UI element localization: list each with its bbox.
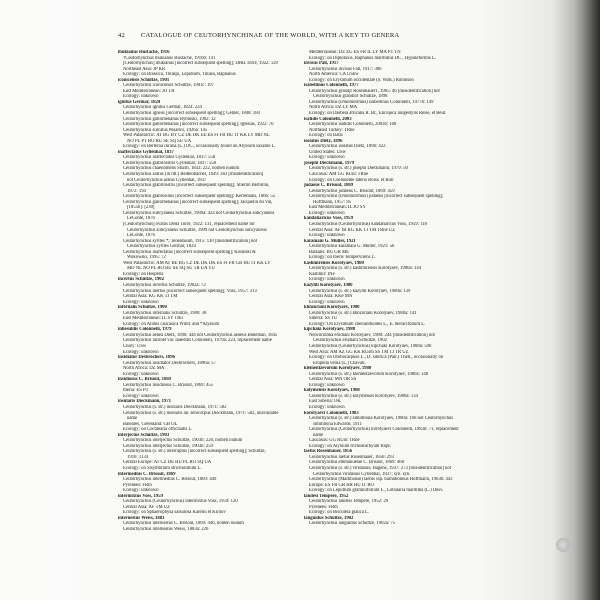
entry-line: Ecology: unknown xyxy=(309,277,345,283)
entry-line: name xyxy=(313,432,324,438)
entry-line: West Palaearctic: AM AT BE BG CZ DE DK DK ES FI FR GB HU IT KK LV xyxy=(123,260,271,266)
entry-line: Ecology: on Biscutela glauca L. xyxy=(309,510,370,516)
entry-line: United States: USw xyxy=(309,149,346,155)
entry-line: Ceutorhynchus internestus C. Brisout, 1869: 446, nomen nudum xyxy=(123,521,244,527)
entry-line: Caucasus: AM GG RUnc TRne xyxy=(309,172,369,178)
entry-line: Ceutorhynchus infernalis Schultze, 1900: 38 xyxy=(123,310,207,316)
entry-line: Ecology: on Isatis xyxy=(309,133,343,139)
entry-line: Ecology: on Orobocarpuso L., D. sibirica (Pall.) Thell., occasionally on xyxy=(309,355,444,361)
entry-line: Ceutorhynchus syrites *; Tenenbaum, 1915: 130 [misidentification] not xyxy=(123,238,257,244)
entry-heading: internestus Weiss, 1883 xyxy=(118,515,165,521)
entry-line: Ceutorhynchus emmanuelae C. Brisout, 1869: 468 xyxy=(309,460,404,466)
page-number: 42 xyxy=(118,32,125,39)
entry-line: Ceutorhynchus judaeus C. Brisout, 1869: 459 xyxy=(309,188,395,194)
entry-line: North Africa: DZ LY MA xyxy=(309,105,358,111)
entry-line: Ecology: unknown xyxy=(123,488,159,494)
entry-line: Ceutorhynchus interjectus Schultze, 1903b: 259 xyxy=(123,443,213,449)
running-title: CATALOGUE OF CEUTORHYNCHINAE OF THE WORLD, WITH A KEY TO GENERA xyxy=(140,32,400,39)
entry-line: †Ceutorhynchus ibukianus Hustache, 1916b: 141 xyxy=(123,55,216,61)
entry-heading: korotyaevi Colonnelli, 1983 xyxy=(304,410,359,416)
entry-line: Ceutorhynchus isatidis Colonnelli, 2003b: 168 xyxy=(309,122,397,128)
entry-line: Ceutorhynchus sulcatus Pesarini, 1926a: 145 xyxy=(123,127,208,133)
entry-heading: ignitus Germar, 1824 xyxy=(118,99,161,105)
entry-line: Siberia: SS TU xyxy=(309,316,338,322)
entry-line: Ceutorhynchus (s. str.) josephi Dieckmann, 1979: 50 xyxy=(309,166,408,172)
entry-line: 1872: 194 xyxy=(127,188,146,194)
entry-heading: khnzoriani Korotyaev, 1980 xyxy=(304,305,360,311)
entry-heading: incertus Schultze, 1902 xyxy=(118,277,164,283)
entry-heading: isabellinus Colonnelli, 1977 xyxy=(304,83,359,89)
entry-line: Ecology: unknown xyxy=(123,299,159,305)
entry-line: Ecology: unknown xyxy=(309,405,345,410)
entry-line: Ecology: On Erysimum cheiranthoides L., E. hieracifolium L. xyxy=(309,321,426,327)
entry-line: Ceutorhynchus chaenomelis Sturm, 1843: 222, nomen nudum xyxy=(123,166,240,172)
entry-line: Ecology: on Arabis caucasica Willd. and *Alyssum xyxy=(123,321,220,327)
entry-line: Ceutorhynchus (Markhouse) laetus ssp. barnobonnus Hoffmann, 1963b: 443 xyxy=(309,477,453,483)
entry-line: West Palaearctic: AT BG BY CZ DE DK EE ES FI FR HU IT KK LV MD NL xyxy=(123,133,270,139)
entry-line: Ceutorhynchus (Ceutorhynchus) kandaharicus Voss, 1959: 118 xyxy=(309,221,427,227)
entry-line: Europe: ES FR GR HR HU IT RO xyxy=(309,482,374,488)
entry-line: Cnary: USw xyxy=(123,343,147,349)
entry-line: Ceutorhynchus inaffectatus Gyllenhal, 1837: 550 xyxy=(123,155,216,161)
entry-line: Pyrenees: FRm xyxy=(123,482,152,488)
entry-line: North Africa: DZ MA xyxy=(123,366,165,372)
entry-line: Ecology: unknown xyxy=(309,210,345,216)
entry-line: Ecology: on Erysimum occidentale (S. Wats.) Robinson xyxy=(309,77,414,83)
entry-line: [1855b]: [230] xyxy=(127,205,155,211)
entry-line: Ceutorhynchus inafectatus [incorrect subsequent spelling]; Kosinski & xyxy=(123,249,256,255)
entry-line: Baleares, Greenland: GB OL xyxy=(123,421,178,427)
entry-line: Ecology: on Dasbeia africana R. Br., Enciqoca longestylis Reise, et Reut. xyxy=(309,111,447,117)
entry-heading: iconicensis Schultze, 1901 xyxy=(118,77,170,83)
entry-line: Ecology: on Alyssum trichostachyum Rupr. xyxy=(309,443,391,449)
entry-heading: invisus Pall, 1917 xyxy=(304,61,339,67)
entry-line: Ceutorhynchus inertus [incorrect subsequent spelling]; Voss, 1957: 313 xyxy=(123,288,257,294)
entry-line: Ceutorhynchus glabrirostris Gyllenhal, 1837: 550 xyxy=(123,160,217,166)
entry-line: Northeast Asia: JP KR xyxy=(123,66,166,72)
entry-line: name xyxy=(127,416,138,422)
entry-line: Ceutorhynchus gallorhenanus [incorrect subsequent spelling]; Jacquelin du Val, xyxy=(123,199,273,205)
entry-line: Iberia: ES PT xyxy=(123,388,149,394)
entry-line: Ecology: unknown xyxy=(309,299,345,305)
entry-line: Ceutorhynchus grandior Schultze, 1898 xyxy=(313,94,388,100)
entry-line: Ceutorhynchus grandjr Rosenhauer1, 1965: 46 [misidentification] not xyxy=(309,88,440,94)
entry-line: Ceutorhynchus karamani G. Müller, 1921: 56 xyxy=(309,244,395,250)
entry-line: Central Asia: AF TM UZ xyxy=(123,504,171,510)
entry-line: Pyrenees: FRm xyxy=(309,504,338,510)
entry-line: Mediterranean: DZ EG ES FR IL LY MA PT TN xyxy=(309,50,401,55)
entry-line: Ceutorhynchus invisus Fall, 1917: 386 xyxy=(309,66,382,72)
entry-line: Hoffmann, 1957: 85 xyxy=(313,199,352,205)
entry-line: Central Asia: MN OR SS xyxy=(309,377,357,383)
entry-line: Ecology: on Hesperis xyxy=(123,271,164,277)
entry-line: Ceutorhynchus (Dinomorimus) judaeus [incorrect subsequent spelling]; xyxy=(309,194,444,200)
entry-line: Kashmir: INe xyxy=(309,271,335,277)
entry-line: Ceutorhynchus (s. str.) khnzoriani Korotyaev, 1980a: 141 xyxy=(309,310,417,316)
entry-line: Ceutorhynchus ignitus Germar, 1824: 234 xyxy=(123,105,202,111)
entry-heading: languidus Schultze, 1902 xyxy=(304,515,354,521)
entry-line: West Asia: AM AZ GG KK RUsm SS TM TJ TR UZ xyxy=(309,349,409,355)
entry-line: Ceutorhynchus interjectus Schultze, 1903b: 220, nomen nudum xyxy=(123,438,243,444)
entry-line: Ceutorhynchus (s. str.) similibona Korotyaev, 1980a: 166 not Ceutorhynchus xyxy=(309,416,454,422)
entry-line: Ceutorhynchus iconicensis Schultze, 1901c: 197 xyxy=(123,83,214,89)
entry-line: Ecology: unknown xyxy=(123,371,159,377)
entry-line: Ecology: unknown xyxy=(123,94,159,100)
entry-line: Ceutorhynchus gallorhenanus [incorrect subsequent spelling]; Iglesias, 1922: 76 xyxy=(123,122,274,128)
entry-line: Ecology: on Cochlearia officinalis L. xyxy=(123,427,193,433)
entry-line: Central Asia: KG KK TJ TM xyxy=(123,294,178,300)
entry-line: Ceutorhynchus (s. str.) klementzevorum Korotyaev, 1980a: 148 xyxy=(309,371,429,377)
entry-heading: isatidis Colonnelli, 2003 xyxy=(304,116,352,122)
entry-heading: insidiator Desbrochers, 1896 xyxy=(118,355,175,361)
entry-line: Ecology: on Iberis Tempervirens L. xyxy=(309,255,376,261)
entry-heading: laetus Rosenhauer, 1856 xyxy=(304,449,353,455)
entry-line: Ecology: unknown xyxy=(123,393,159,399)
entry-line: MD NL NO PL RO RU SE SQ SU TR UA YU xyxy=(127,266,216,272)
entry-line: 1916: 1134 xyxy=(127,454,149,460)
page-binding-shadow xyxy=(574,0,600,600)
entry-line: not Ceutorhynchus aratus Gyllenhal, 1837 xyxy=(127,177,207,183)
entry-line: similibona Edwards, 1911 xyxy=(313,421,362,427)
left-column xyxy=(118,50,300,580)
entry-heading: intermixtus Voss, 1959 xyxy=(118,493,163,499)
entry-line: [Ceutorhynchus] ibukianus [incorrect subsequent spelling]; Della Torre, 1922: 129 xyxy=(123,61,278,67)
entry-line: Ceutorhynchus (Ceutorhynchus) korotyaevi Colonnelli, 1983b: 71, replacement xyxy=(309,427,459,433)
entry-line: Ceutorhynchus intermedius C. Brisout, 1869: 449 xyxy=(123,477,217,483)
entry-line: Ceutorhynchus (Dinomorimus) isabellinus Colonnelli, 1977b: 149 xyxy=(309,99,434,105)
entry-line: Ceutorhynchus viridanus Gyllenhal, 1837; syn. syn. xyxy=(313,471,411,477)
entry-line: Ceutorhynchus erudiani Schultze, 1902 xyxy=(313,338,387,344)
entry-line: NO PL PT RO RU SE SQ SU UA xyxy=(127,138,192,144)
entry-line: Ceutorhynchus (s. str.) insularis ab. senicorpus Dieckmann, 1971: 582, unavailable xyxy=(123,410,279,416)
entry-line: Ceutorhynchus insidiator Desbrochers, 1896a: 57 xyxy=(123,360,216,366)
entry-line: Ceutorhynchus landesi Tempère, 1952: 29 xyxy=(309,499,389,505)
entry-line: Ceutorhynchus (s. str.) viridanus; Hagens, 1937: 273 [misidentification] not xyxy=(309,466,452,472)
entry-line: Ecology: on Brassica, Thlaspi, Lepidium, Tillaea, Raphanus xyxy=(123,72,236,78)
entry-heading: kazyhti Korotyaev, 1980 xyxy=(304,282,353,288)
entry-line: Ceutorhynchus (Ceutorhynchus) kipchaki Korotyaev, 1988a: 500 xyxy=(309,343,432,349)
entry-heading: intermedius C. Brisout, 1869 xyxy=(118,471,176,477)
entry-line: North America: CA USnw xyxy=(309,72,359,78)
entry-line: Ceutorhynchus lacunet var. inaeddis Colonnelli, 1979a: 223, replacement name xyxy=(123,338,272,344)
entry-line: East Siberia: OK xyxy=(309,399,341,405)
entry-line: Ceutorhynchus internestus Weiss, 1883a: 226 xyxy=(123,527,209,533)
entry-heading: kashmirensis Korotyaev, 1980 xyxy=(304,260,364,266)
entry-line: Balkans: BG GR ME xyxy=(309,249,349,255)
entry-line: Ecology: on Sphaerophysa salsulosa Kareliu et Kirilov xyxy=(123,510,226,516)
entry-heading: kandaharicus Voss, 1959 xyxy=(304,216,354,222)
entry-line: Wokowski, 1995: 72 xyxy=(127,255,166,261)
entry-line: East Mediterranean: JO TR xyxy=(123,88,175,94)
entry-line: Ceutorhynchus (Ceutorhynchus) intermixtus Voss, 1959: 120 xyxy=(123,499,238,505)
entry-line: Ceutorhynchus isolatus Dietz, 1896: 422 xyxy=(309,144,386,150)
entry-heading: kolymensis Korotyaev, 1980 xyxy=(304,388,360,394)
entry-line: Ceutorhynchus (s. str.) insularis Dieckmann, 1971: 582 xyxy=(123,405,227,410)
entry-line: Ceutorhynchus glabrosulus [incorrect subsequent spelling]; Kerremans, 1866: 55 xyxy=(123,194,276,200)
entry-line: Northeast Turkey: TRne xyxy=(309,127,355,133)
entry-line: Ceutorhynchus subcyaneus Schultze, 1909a: 424 not Ceutorhynchus subcyaneus xyxy=(123,210,275,216)
entry-heading: landesi Tempère, 1952 xyxy=(304,493,349,499)
entry-line: Ceutorhynchus (s. str.) kolymensis Korotyaev, 1980a: 134 xyxy=(309,393,418,399)
entry-line: Ecology: on Lepidium graminifolium L., Lobularia maritima (L.) Desv. xyxy=(309,488,444,494)
entry-line: Eruplela verna (L.) Chavall. xyxy=(313,360,366,366)
entry-line: Ceutorhynchus (s. str.) interruptus [incorrect subsequent spelling]; Schultze, xyxy=(123,449,266,455)
entry-line: East Mediterranean: IL JO SY xyxy=(309,205,366,211)
entry-line: Ceutorhynchus languidus Schultze, 1902a: 75 xyxy=(309,521,396,527)
library-stamp xyxy=(556,538,570,552)
entry-line: Ecology: on Sisymbrium strictissimum L. xyxy=(123,466,202,472)
entry-line: Ceutorhynchus (s. str.) kashmirensis Korotyaev, 1980a: 144 xyxy=(309,266,422,272)
entry-heading: kipchaki Korotyaev, 1988 xyxy=(304,327,356,333)
entry-line: Ecology: on Coeloneme lateris Boiss. et Bull xyxy=(309,177,394,183)
entry-line: Ceutorhynchus laetus Rosenhauer, 1856: 293 xyxy=(309,454,394,460)
entry-heading: judaeus C. Brisout, 1869 xyxy=(304,183,354,189)
entry-line: Central Asia: KKe MN xyxy=(309,294,353,300)
entry-heading: ibukianus Hustache, 1916 xyxy=(118,50,170,55)
entry-line: [Ceutorhynchus] ovatus Della Torre, 1922: 131, replacement name for xyxy=(123,221,255,227)
entry-line: Ceutorhynchus glabrirostris [incorrect subsequent spelling]; Stierlin Bertolini, xyxy=(123,183,270,189)
entry-line: Ceutorhynchus insidiosus C. Brisout, 1869: 455 xyxy=(123,382,213,388)
entry-heading: infernalis Schultze, 1900 xyxy=(118,305,167,311)
entry-heading: insidiosus C. Brisout, 1869 xyxy=(118,377,172,383)
right-column xyxy=(304,50,504,580)
entry-heading: isolatus Dietz, 1896 xyxy=(304,138,343,144)
entry-line: East Mediterranean: IL SY TRu xyxy=(123,316,183,322)
entry-line: Ecology: unknown xyxy=(309,382,345,388)
entry-line: Ecology: on Diplotaxis, Raphanus maritimus DC., Hypoleformis L. xyxy=(309,55,436,61)
entry-line: Ceutorhynchus gallorhenanus Rybinski, 1902: 12 xyxy=(123,116,216,122)
entry-heading: josephi Dieckmann, 1979 xyxy=(304,160,355,166)
entry-line: Ecology: unknown xyxy=(309,155,345,161)
entry-heading: insularis Dieckmann, 1971 xyxy=(118,399,172,405)
entry-line: Neocorinnha erudiani Korotyaev, 1980: 244 [misidentification] not xyxy=(309,332,435,338)
entry-line: LeConte, 1876 xyxy=(127,216,155,222)
running-header xyxy=(118,32,548,44)
entry-line: Central Europe: AT CZ DE HU PL RO SQ UA xyxy=(123,460,212,466)
entry-line: Ceutorhynchus incertus Schultze, 1902a: 72 xyxy=(123,282,206,288)
entry-heading: karamani G. Müller, 1921 xyxy=(304,238,356,244)
entry-line: Ceutorhynchus syrites Germar, 1824 xyxy=(127,244,196,250)
entry-line: Ceutorhynchus (s. str.) kazyhti Korotyaev, 1980a: 139 xyxy=(309,288,411,294)
entry-heading: interjectus Schultze, 1903 xyxy=(118,432,170,438)
entry-line: Central Asia: AF IR KG KK TJ TM TRne UZ xyxy=(309,227,396,233)
entry-line: Ceutorhynchus subcyaneus Schultze, 1909 not Ceutorhynchus subcyaneus xyxy=(127,227,267,233)
entry-line: Ceutorhynchus aratus (in litt.) Redtenbacher, 1849: 383 [misidentification] xyxy=(123,172,264,178)
entry-heading: klementzevorum Korotyaev, 1980 xyxy=(304,366,372,372)
entry-heading: inaffectatus Gyllenhal, 1837 xyxy=(118,149,174,155)
entry-line: Ecology: unknown xyxy=(123,349,159,355)
entry-line: Ceutorhynchus aenea Dietz, 1896: 444 not Ceutorhynchus aeneus Boheman, 1845 xyxy=(123,332,278,338)
entry-heading: inhesiddis Colonnelli, 1979 xyxy=(118,327,172,333)
entry-line: Caucasus: GG RUnc TRne xyxy=(309,438,360,444)
entry-line: LeConte, 1876 xyxy=(127,233,155,239)
entry-line: Ecology: on Berteroa incana (L.) DC., occasionally found on Alyssum saxatile L. xyxy=(123,144,276,150)
entry-line: Ceutorhynchus igneus [incorrect subsequent spelling]; Gebler, 1848: 383 xyxy=(123,111,261,117)
entry-line: Ecology: unknown xyxy=(309,233,345,239)
